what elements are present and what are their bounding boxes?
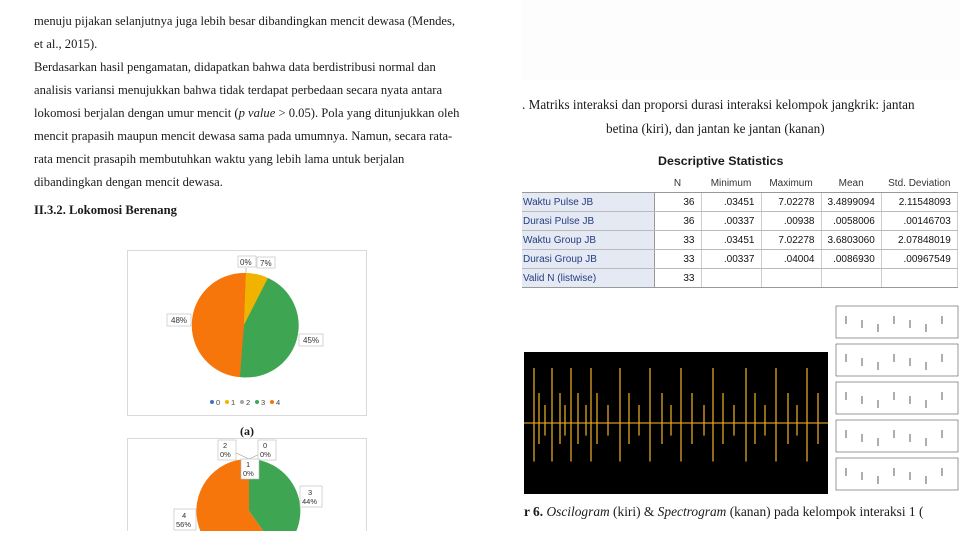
column-header: N (654, 174, 701, 193)
cell-sd: 2.07848019 (881, 231, 957, 250)
legend-item: 3 (261, 398, 266, 407)
column-header: Std. Deviation (881, 174, 957, 193)
paragraph-results (34, 56, 484, 194)
pie-a-label-3: 48% (171, 316, 188, 325)
pie-b-label-3-pct: 44% (302, 497, 318, 506)
row-label: Durasi Group JB (522, 250, 654, 269)
table-row (522, 250, 957, 269)
italic-term: Spectrogram (657, 504, 727, 519)
spectrogram-panel (836, 458, 958, 490)
row-label: Durasi Pulse JB (522, 212, 654, 231)
cell-n: 33 (654, 231, 701, 250)
table-row (522, 231, 957, 250)
figure-number: r 6. (524, 504, 544, 519)
descriptive-statistics-table (522, 174, 958, 288)
table-row (522, 269, 957, 288)
pie-b-label-3: 3 (308, 488, 313, 497)
cell-sd: 2.11548093 (881, 193, 957, 212)
text-line: analisis variansi menujukkan bahwa tidak terdapat perbedaan secara nyata antara (34, 83, 443, 97)
oscillogram-image (524, 352, 832, 494)
cell-max: 7.02278 (761, 193, 821, 212)
spectrogram-panel (836, 420, 958, 452)
cell-mean: 3.4899094 (821, 193, 881, 212)
pie-b-label-0: 0 (263, 441, 268, 450)
stats-table-title: Descriptive Statistics (658, 154, 784, 168)
caption-text: (kiri) & (609, 504, 658, 519)
row-label: Valid N (listwise) (522, 269, 654, 288)
legend-item: 1 (231, 398, 236, 407)
spectrogram-panel (836, 382, 958, 414)
italic-text: p value (238, 106, 276, 120)
cell-mean: 3.6803060 (821, 231, 881, 250)
cell-min: .00337 (701, 250, 761, 269)
text-line: dibandingkan dengan mencit dewasa. (34, 175, 223, 189)
row-label: Waktu Group JB (522, 231, 654, 250)
table-header-row (522, 174, 957, 193)
legend-marker (255, 400, 259, 404)
cell-n: 33 (654, 250, 701, 269)
paragraph-mendes (34, 10, 484, 56)
legend-item: 4 (276, 398, 281, 407)
cell-max (761, 269, 821, 288)
legend-item: 2 (246, 398, 251, 407)
cell-min (701, 269, 761, 288)
pie-chart-b (128, 439, 366, 531)
pie-b-label-2: 2 (223, 441, 228, 450)
spectrogram-panel (836, 306, 958, 338)
figure5-title-line1: . Matriks interaksi dan proporsi durasi interaksi kelompok jangkrik: jantan (522, 97, 915, 112)
column-header: Maximum (761, 174, 821, 193)
text-line: Berdasarkan hasil pengamatan, didapatkan bahwa data berdistribusi normal dan (34, 60, 436, 74)
cell-mean: .0086930 (821, 250, 881, 269)
cell-mean: .0058006 (821, 212, 881, 231)
pie-a-label-2: 45% (303, 336, 320, 345)
cell-sd: .00146703 (881, 212, 957, 231)
italic-term: Oscilogram (546, 504, 610, 519)
pie-a-label-0: 0% (240, 258, 252, 267)
legend-marker (210, 400, 214, 404)
pie-b-label-1: 1 (246, 460, 251, 469)
row-label: Waktu Pulse JB (522, 193, 654, 212)
text-line: rata mencit prasapih membutuhkan waktu yang lebih lama untuk berjalan (34, 152, 405, 166)
cell-min: .03451 (701, 193, 761, 212)
pie-chart-a (128, 251, 366, 415)
text-fragment: > 0.05). Pola yang ditunjukkan oleh (275, 106, 460, 120)
spectrogram-image (828, 302, 960, 498)
cell-sd (881, 269, 957, 288)
text-line: mencit prapasih maupun mencit dewasa sama pada umumnya. Namun, secara rata- (34, 129, 453, 143)
column-header: Minimum (701, 174, 761, 193)
cell-n: 36 (654, 212, 701, 231)
column-header: Mean (821, 174, 881, 193)
pie-b-label-0-pct: 0% (260, 450, 271, 459)
figure5-title-line2: betina (kiri), dan jantan ke jantan (kanan) (606, 121, 825, 136)
cell-n: 33 (654, 269, 701, 288)
text-line: menuju pijakan selanjutnya juga lebih besar dibandingkan mencit dewasa (Mendes, (34, 14, 456, 28)
text-fragment: lokomosi berjalan dengan umur mencit ( (34, 106, 239, 120)
pie-chart-a-frame (127, 250, 367, 416)
legend-marker (240, 400, 244, 404)
column-header-empty (522, 174, 654, 193)
page-top-area (522, 0, 960, 80)
cell-max: 7.02278 (761, 231, 821, 250)
section-heading: II.3.2. Lokomosi Berenang (34, 203, 177, 217)
cell-mean (821, 269, 881, 288)
pie-chart-b-frame (127, 438, 367, 531)
cell-min: .03451 (701, 231, 761, 250)
text-line (34, 102, 484, 125)
text-line: et al., 2015). (34, 37, 98, 51)
pie-b-label-2-pct: 0% (220, 450, 231, 459)
oscillogram-waveform (524, 352, 832, 494)
pie-b-label-4: 4 (182, 511, 187, 520)
pie-b-label-4-pct: 56% (176, 520, 192, 529)
pie-b-label-1-pct: 0% (243, 469, 254, 478)
figure6-caption (524, 504, 923, 520)
cell-n: 36 (654, 193, 701, 212)
caption-text: (kanan) pada kelompok interaksi 1 ( (726, 504, 924, 519)
legend-marker (225, 400, 229, 404)
spectrogram-grid (828, 302, 960, 498)
cell-max: .04004 (761, 250, 821, 269)
table-row (522, 193, 957, 212)
cell-sd: .00967549 (881, 250, 957, 269)
legend-marker (270, 400, 274, 404)
cell-max: .00938 (761, 212, 821, 231)
pie-slice-3-main (192, 273, 246, 377)
pie-a-label-1: 7% (260, 259, 272, 268)
cell-min: .00337 (701, 212, 761, 231)
figure-caption-a: (a) (240, 424, 254, 438)
legend-item: 0 (216, 398, 221, 407)
spectrogram-panel (836, 344, 958, 376)
pie-a-legend (210, 398, 280, 407)
table-row (522, 212, 957, 231)
